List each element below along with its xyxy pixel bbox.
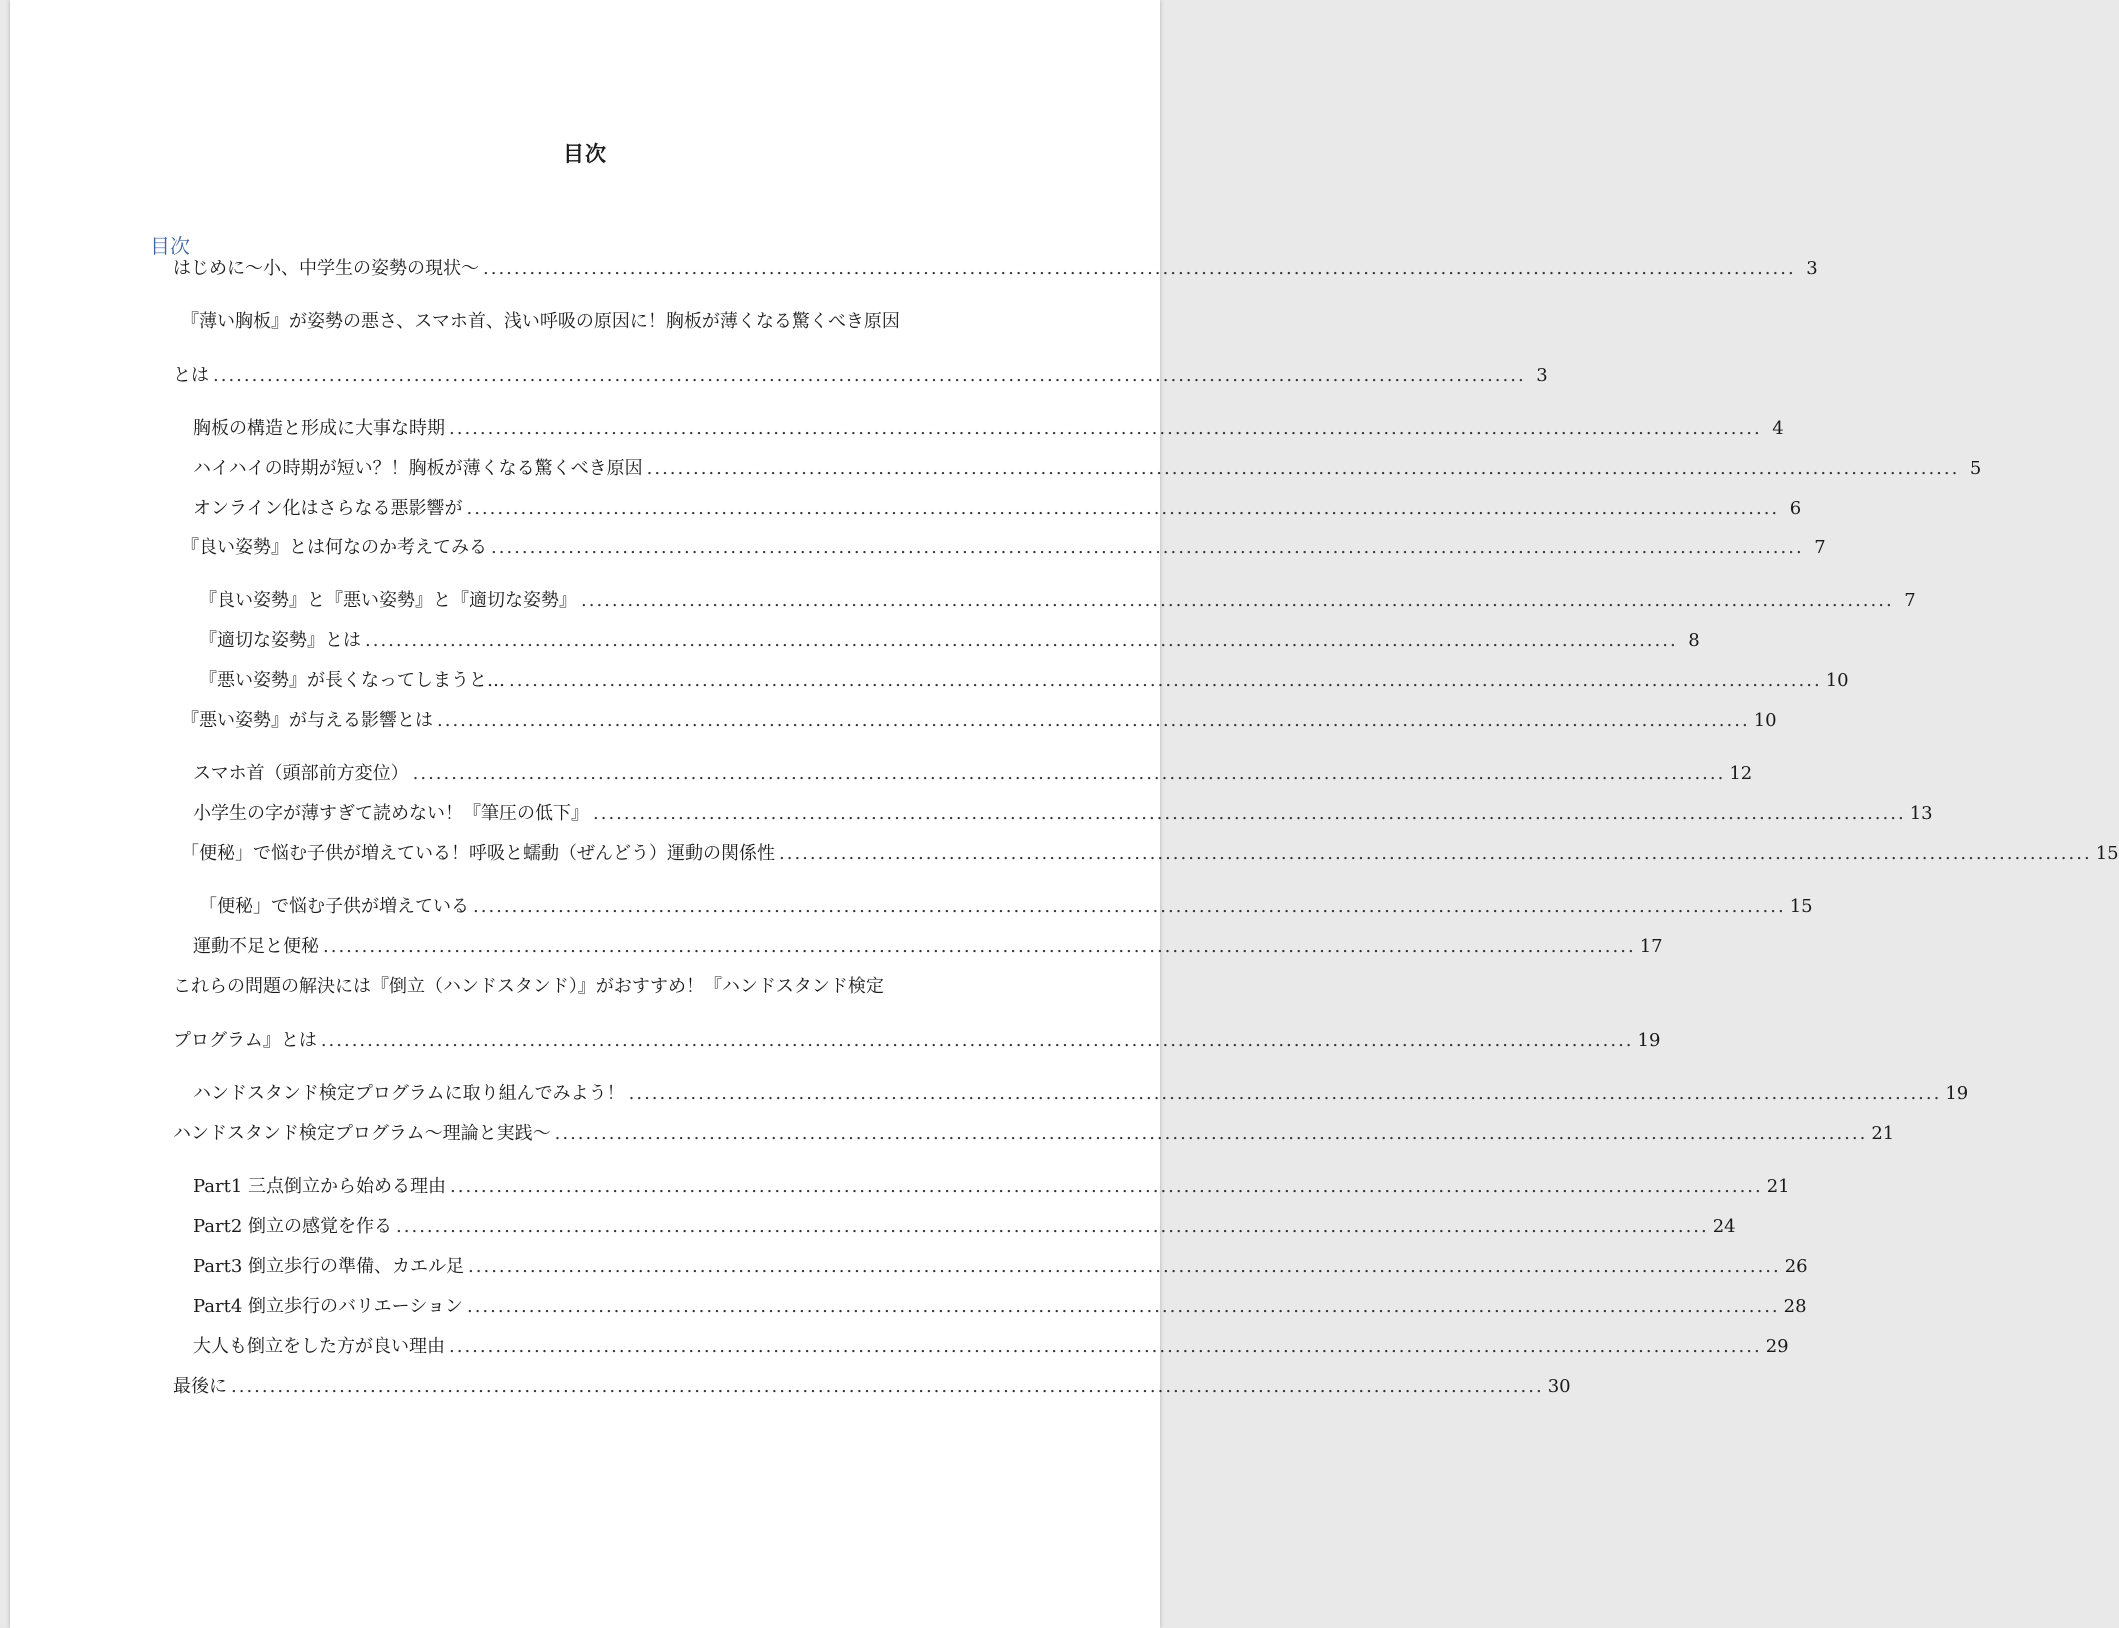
toc-leader-dots: ..........................................................................................................................................................................	[449, 418, 1762, 439]
toc-leader-dots: ..........................................................................................................................................................................	[412, 763, 1726, 784]
toc-page-number: 13	[1909, 803, 1933, 824]
toc-entry[interactable]	[173, 1122, 1895, 1146]
toc-entry[interactable]	[193, 457, 1982, 481]
toc-entry[interactable]	[173, 364, 1548, 388]
toc-entry[interactable]	[193, 1295, 1807, 1319]
toc-leader-dots: ..........................................................................................................................................................................	[466, 1296, 1780, 1317]
toc-entry[interactable]	[199, 669, 1849, 693]
toc-entry-label: 『良い姿勢』と『悪い姿勢』と『適切な姿勢』	[199, 590, 577, 611]
toc-page-number: 15	[1789, 896, 1813, 917]
toc-entry[interactable]	[193, 802, 1933, 826]
toc-page-number: 30	[1547, 1376, 1571, 1397]
toc-entry-label: ハンドスタンド検定プログラムに取り組んでみよう！	[193, 1083, 625, 1104]
toc-entry[interactable]	[193, 1082, 1969, 1106]
toc-entry-label: 運動不足と便秘	[193, 936, 319, 957]
toc-entry[interactable]	[173, 1029, 1661, 1053]
toc-page-number: 12	[1729, 763, 1753, 784]
toc-leader-dots: ..........................................................................................................................................................................	[628, 1083, 1942, 1104]
toc-leader-dots: ..........................................................................................................................................................................	[466, 498, 1780, 519]
toc-page-number: 5	[1969, 458, 1982, 479]
toc-page-number: 26	[1784, 1256, 1808, 1277]
toc-page-number: 19	[1637, 1030, 1661, 1051]
toc-heading: 目次	[150, 234, 190, 258]
toc-leader-dots: ..........................................................................................................................................................................	[473, 896, 1786, 917]
toc-entry-label: 小学生の字が薄すぎて読めない！『筆圧の低下』	[193, 803, 589, 824]
toc-entry-label: Part4 倒立歩行のバリエーション	[193, 1296, 463, 1317]
toc-entry-label: オンライン化はさらなる悪影響が	[193, 498, 463, 519]
toc-entry-first-line[interactable]: 『薄い胸板』が姿勢の悪さ、スマホ首、浅い呼吸の原因に！胸板が薄くなる驚くべき原因	[181, 311, 900, 332]
toc-leader-dots: ..........................................................................................................................................................................	[437, 710, 1750, 731]
toc-page-number: 3	[1536, 365, 1548, 386]
toc-entry-label: ハイハイの時期が短い？！胸板が薄くなる驚くべき原因	[193, 458, 643, 479]
toc-entry[interactable]	[193, 1215, 1736, 1239]
toc-entry-label: 胸板の構造と形成に大事な時期	[193, 418, 445, 439]
toc-entry-label: 『適切な姿勢』とは	[199, 630, 361, 651]
toc-entry[interactable]	[193, 417, 1784, 441]
toc-entry-label: 『良い姿勢』とは何なのか考えてみる	[181, 537, 487, 558]
toc-leader-dots: ..........................................................................................................................................................................	[323, 936, 1636, 957]
toc-entry-label: Part1 三点倒立から始める理由	[193, 1176, 447, 1197]
toc-leader-dots: ..........................................................................................................................................................................	[779, 843, 2092, 864]
toc-entry[interactable]	[193, 935, 1663, 959]
toc-leader-dots: ..........................................................................................................................................................................	[320, 1030, 1634, 1051]
toc-entry-label: プログラム』とは	[173, 1030, 317, 1051]
toc-entry[interactable]	[173, 1375, 1571, 1399]
toc-entry[interactable]	[199, 589, 1916, 613]
toc-leader-dots: ..........................................................................................................................................................................	[450, 1176, 1763, 1197]
toc-leader-dots: ..........................................................................................................................................................................	[468, 1256, 1781, 1277]
toc-page-number: 10	[1753, 710, 1777, 731]
toc-entry-first-line[interactable]: これらの問題の解決には『倒立（ハンドスタンド）』がおすすめ！『ハンドスタンド検定	[173, 976, 884, 997]
toc-entry[interactable]	[193, 1335, 1789, 1359]
toc-entry-label: ハンドスタンド検定プログラム〜理論と実践〜	[173, 1123, 551, 1144]
toc-leader-dots: ..........................................................................................................................................................................	[491, 537, 1804, 558]
toc-entry[interactable]	[199, 895, 1813, 919]
toc-leader-dots: ..........................................................................................................................................................................	[581, 590, 1894, 611]
toc-leader-dots: ..........................................................................................................................................................................	[554, 1123, 1868, 1144]
toc-entry-label: Part2 倒立の感覚を作る	[193, 1216, 393, 1237]
toc-entry-label: スマホ首（頭部前方変位）	[193, 763, 409, 784]
toc-entry-label: 「便秘」で悩む子供が増えている！呼吸と蠕動（ぜんどう）運動の関係性	[181, 843, 775, 864]
toc-entry-label: 大人も倒立をした方が良い理由	[193, 1336, 445, 1357]
toc-leader-dots: ..........................................................................................................................................................................	[509, 670, 1822, 691]
toc-page-number: 3	[1806, 258, 1818, 279]
toc-page-number: 21	[1766, 1176, 1790, 1197]
toc-page-number: 21	[1871, 1123, 1895, 1144]
toc-page-number: 4	[1772, 418, 1784, 439]
toc-entry[interactable]	[181, 842, 2119, 866]
toc-entry[interactable]	[193, 1175, 1790, 1199]
toc-leader-dots: ..........................................................................................................................................................................	[646, 458, 1960, 479]
toc-page-number: 7	[1814, 537, 1826, 558]
toc-page-number: 7	[1904, 590, 1916, 611]
toc-page-number: 17	[1639, 936, 1663, 957]
toc-entry-label: とは	[173, 365, 209, 386]
toc-page-number: 15	[2095, 843, 2119, 864]
page-title: 目次	[563, 141, 607, 166]
toc-entry-label: 『悪い姿勢』が与える影響とは	[181, 710, 433, 731]
toc-entry[interactable]	[193, 762, 1753, 786]
toc-page-number: 24	[1712, 1216, 1736, 1237]
toc-leader-dots: ..........................................................................................................................................................................	[483, 258, 1796, 279]
toc-entry[interactable]	[193, 497, 1802, 521]
toc-leader-dots: ..........................................................................................................................................................................	[231, 1376, 1544, 1397]
toc-entry[interactable]	[193, 1255, 1808, 1279]
toc-entry-label: 『悪い姿勢』が長くなってしまうと…	[199, 670, 505, 691]
toc-leader-dots: ..........................................................................................................................................................................	[593, 803, 1906, 824]
toc-page-number: 8	[1688, 630, 1700, 651]
toc-page-number: 6	[1789, 498, 1802, 519]
toc-entry[interactable]	[181, 536, 1826, 560]
toc-leader-dots: ..........................................................................................................................................................................	[396, 1216, 1709, 1237]
toc-entry-label: 最後に	[173, 1376, 227, 1397]
toc-page-number: 10	[1825, 670, 1849, 691]
toc-entry-label: 「便秘」で悩む子供が増えている	[199, 896, 469, 917]
toc-entry[interactable]	[173, 257, 1818, 281]
toc-entry[interactable]	[181, 709, 1777, 733]
toc-page-number: 29	[1765, 1336, 1789, 1357]
toc-leader-dots: ..........................................................................................................................................................................	[449, 1336, 1762, 1357]
toc-leader-dots: ..........................................................................................................................................................................	[365, 630, 1678, 651]
toc-entry-label: Part3 倒立歩行の準備、カエル足	[193, 1256, 465, 1277]
toc-entry[interactable]	[199, 629, 1700, 653]
document-page	[10, 0, 2119, 1628]
toc-leader-dots: ..........................................................................................................................................................................	[213, 365, 1526, 386]
toc-page-number: 19	[1945, 1083, 1969, 1104]
toc-entry-label: はじめに〜小、中学生の姿勢の現状〜	[173, 258, 479, 279]
toc-page-number: 28	[1783, 1296, 1807, 1317]
